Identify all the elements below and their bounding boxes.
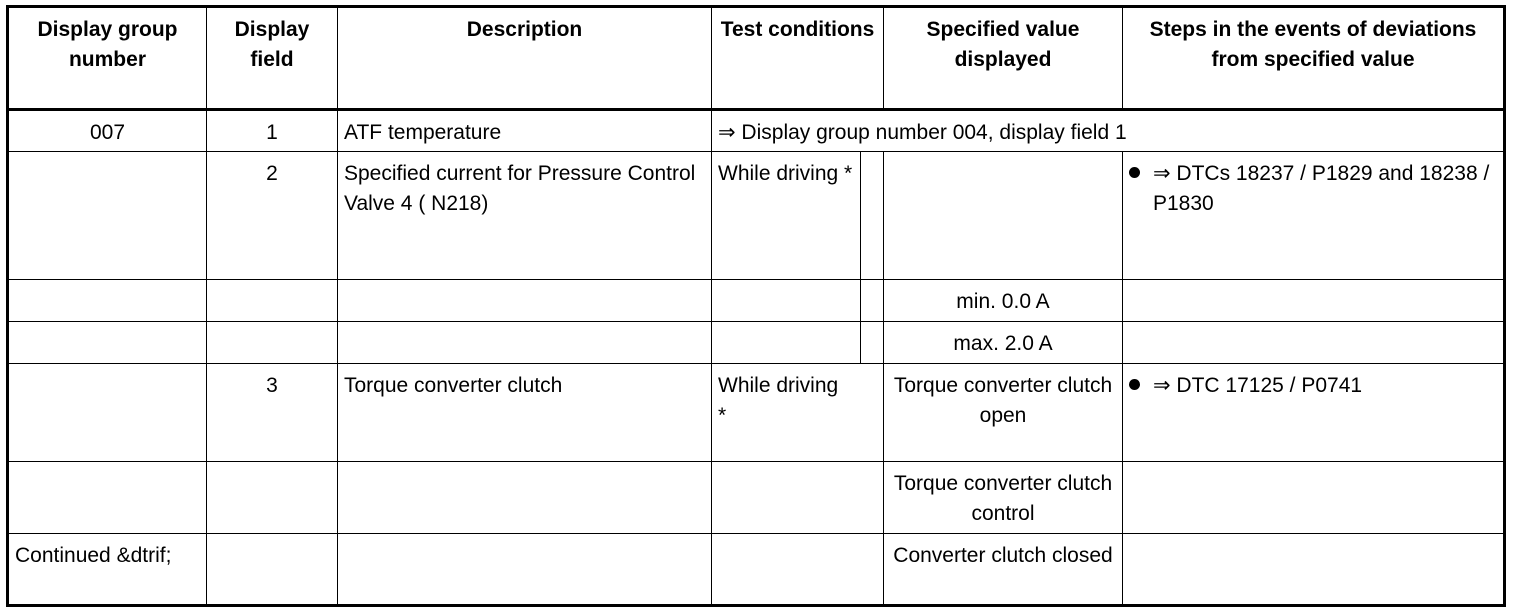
- cell-specified-value: min. 0.0 A: [884, 280, 1123, 322]
- cell-spacer: [861, 322, 884, 364]
- cell-description: Torque converter clutch: [338, 364, 712, 462]
- cell-test-conditions: While driving *: [712, 364, 884, 462]
- cell-reference: ⇒ Display group number 004, display field 1: [712, 110, 1505, 152]
- cell-group-number: [8, 364, 207, 462]
- cell-group-number: [8, 152, 207, 280]
- cell-steps: [1123, 462, 1505, 534]
- cell-steps: [1123, 534, 1505, 606]
- table-row: [8, 534, 1505, 606]
- header-display-field: Display field: [207, 7, 338, 110]
- cell-description: [338, 322, 712, 364]
- cell-display-field: [207, 462, 338, 534]
- cell-group-number: [8, 462, 207, 534]
- table-row: [8, 152, 1505, 280]
- cell-steps: [1123, 322, 1505, 364]
- header-steps: Steps in the events of deviations from specified value: [1123, 7, 1505, 110]
- display-group-table: [6, 5, 1506, 607]
- header-specified-value: Specified value displayed: [884, 7, 1123, 110]
- bullet-icon: [1129, 159, 1143, 189]
- table-row: [8, 280, 1505, 322]
- cell-test-conditions: [712, 462, 884, 534]
- cell-test-conditions: [712, 280, 861, 322]
- cell-specified-value: Torque converter clutch open: [884, 364, 1123, 462]
- header-description: Description: [338, 7, 712, 110]
- cell-steps: [1123, 152, 1505, 280]
- table-row: [8, 462, 1505, 534]
- cell-group-number: [8, 322, 207, 364]
- cell-specified-value: max. 2.0 A: [884, 322, 1123, 364]
- cell-description: [338, 534, 712, 606]
- cell-display-field: [207, 280, 338, 322]
- cell-specified-value: Converter clutch closed: [884, 534, 1123, 606]
- cell-display-field: 2: [207, 152, 338, 280]
- cell-test-conditions: [712, 322, 861, 364]
- cell-description: [338, 280, 712, 322]
- cell-description: [338, 462, 712, 534]
- cell-specified-value: [884, 152, 1123, 280]
- cell-description: ATF temperature: [338, 110, 712, 152]
- cell-description: Specified current for Pressure Control Valve 4 ( N218): [338, 152, 712, 280]
- cell-spacer: [861, 152, 884, 280]
- cell-display-field: 1: [207, 110, 338, 152]
- cell-specified-value: Torque converter clutch control: [884, 462, 1123, 534]
- steps-text: ⇒ DTC 17125 / P0741: [1153, 374, 1363, 397]
- cell-display-field: 3: [207, 364, 338, 462]
- table-row: [8, 364, 1505, 462]
- cell-display-field: [207, 322, 338, 364]
- table-row: [8, 110, 1505, 152]
- cell-steps: [1123, 280, 1505, 322]
- cell-test-conditions: While driving *: [712, 152, 861, 280]
- cell-spacer: [861, 280, 884, 322]
- cell-group-number: [8, 280, 207, 322]
- header-test-conditions: Test conditions: [712, 7, 884, 110]
- cell-display-field: [207, 534, 338, 606]
- cell-group-number: Continued &dtrif;: [8, 534, 207, 606]
- bullet-icon: [1129, 371, 1143, 401]
- cell-test-conditions: [712, 534, 884, 606]
- steps-text: ⇒ DTCs 18237 / P1829 and 18238 / P1830: [1153, 162, 1490, 215]
- cell-group-number: 007: [8, 110, 207, 152]
- table-row: [8, 322, 1505, 364]
- cell-steps: [1123, 364, 1505, 462]
- header-display-group-number: Display group number: [8, 7, 207, 110]
- header-row: [8, 7, 1505, 110]
